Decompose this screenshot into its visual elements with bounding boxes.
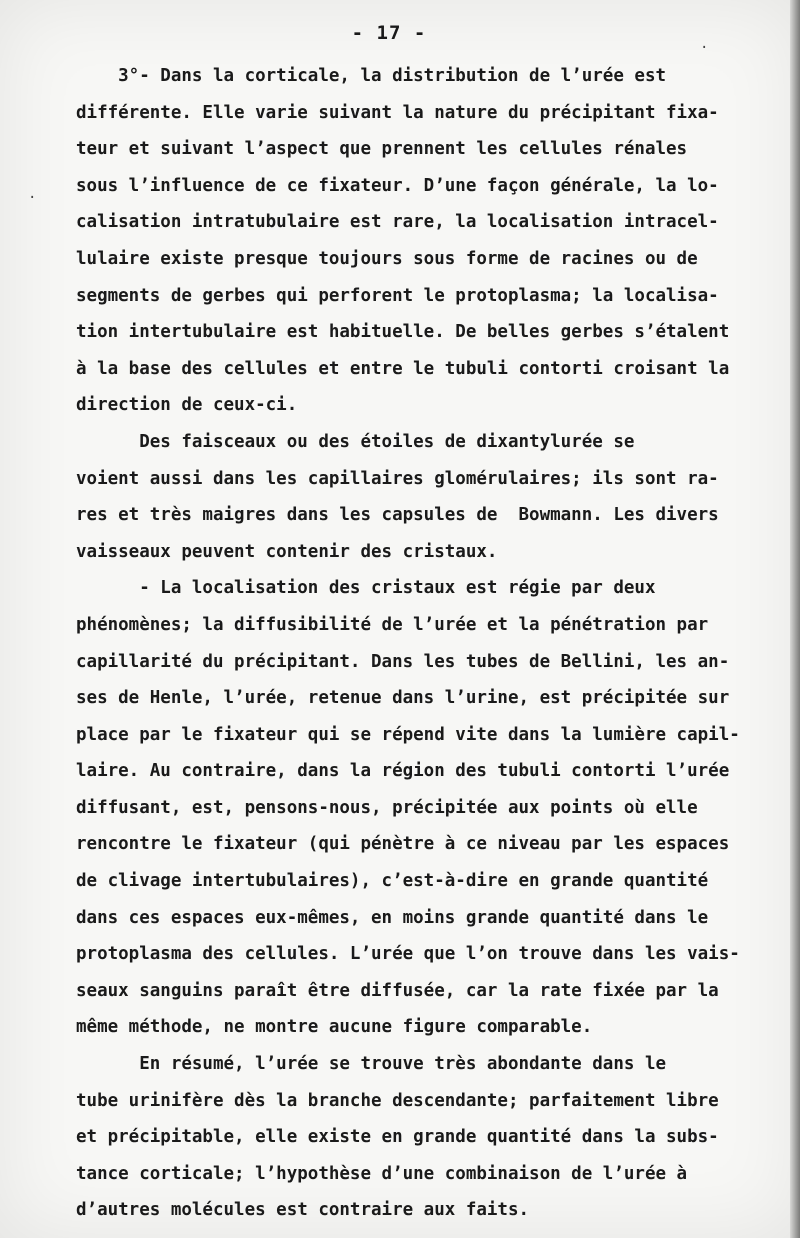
text-line: 3°- Dans la corticale, la distribution de l’urée est: [76, 66, 667, 86]
text-line: - La localisation des cristaux est régie par deux: [76, 578, 656, 599]
text-line: diffusant, est, pensons-nous, précipitée aux points où elle: [76, 797, 698, 818]
text-line: tion intertubulaire est habituelle. De belles gerbes s’étalent: [76, 322, 730, 343]
text-line: dans ces espaces eux-mêmes, en moins grande quantité dans le: [76, 907, 709, 928]
text-line: rencontre le fixateur (qui pénètre à ce niveau par les espaces: [76, 834, 730, 855]
text-line: direction de ceux-ci.: [76, 395, 298, 416]
text-line: sous l’influence de ce fixateur. D’une façon générale, la lo-: [76, 175, 719, 196]
text-line: d’autres molécules est contraire aux faits.: [76, 1200, 530, 1221]
text-line: protoplasma des cellules. L’urée que l’on trouve dans les vais-: [76, 944, 740, 965]
text-line: même méthode, ne montre aucune figure comparable.: [76, 1017, 593, 1038]
text-line: capillarité du précipitant. Dans les tubes de Bellini, les an-: [76, 651, 730, 672]
text-line: teur et suivant l’aspect que prennent les cellules rénales: [76, 139, 688, 160]
text-line: tance corticale; l’hypothèse d’une combinaison de l’urée à: [76, 1163, 688, 1184]
text-line: Des faisceaux ou des étoiles de dixantylurée se: [76, 431, 635, 452]
text-line: segments de gerbes qui perforent le protoplasma; la localisa-: [76, 285, 719, 306]
body-text: [76, 58, 756, 1229]
text-line: vaisseaux peuvent contenir des cristaux.: [76, 541, 498, 562]
text-line: tube urinifère dès la branche descendante; parfaitement libre: [76, 1090, 719, 1111]
text-line: place par le fixateur qui se répend vite dans la lumière capil-: [76, 724, 740, 745]
stray-mark: ·: [28, 190, 37, 206]
page-edge-shadow: [790, 0, 800, 1238]
stray-mark: ·: [700, 40, 709, 56]
text-line: à la base des cellules et entre le tubuli contorti croisant la: [76, 358, 730, 379]
text-line: lulaire existe presque toujours sous forme de racines ou de: [76, 248, 698, 269]
text-line: laire. Au contraire, dans la région des tubuli contorti l’urée: [76, 761, 730, 782]
page-number: - 17 -: [351, 22, 427, 44]
text-line: et précipitable, elle existe en grande quantité dans la subs-: [76, 1127, 719, 1148]
text-line: phénomènes; la diffusibilité de l’urée et la pénétration par: [76, 614, 709, 635]
text-line: de clivage intertubulaires), c’est-à-dire en grande quantité: [76, 871, 709, 892]
text-line: En résumé, l’urée se trouve très abondante dans le: [76, 1054, 667, 1075]
text-line: voient aussi dans les capillaires glomérulaires; ils sont ra-: [76, 468, 719, 489]
text-line: seaux sanguins paraît être diffusée, car la rate fixée par la: [76, 980, 719, 1001]
text-line: ses de Henle, l’urée, retenue dans l’urine, est précipitée sur: [76, 688, 730, 709]
text-line: res et très maigres dans les capsules de Bowmann. Les divers: [76, 505, 719, 526]
text-line: différente. Elle varie suivant la nature du précipitant fixa-: [76, 102, 719, 123]
text-line: calisation intratubulaire est rare, la localisation intracel-: [76, 212, 719, 233]
